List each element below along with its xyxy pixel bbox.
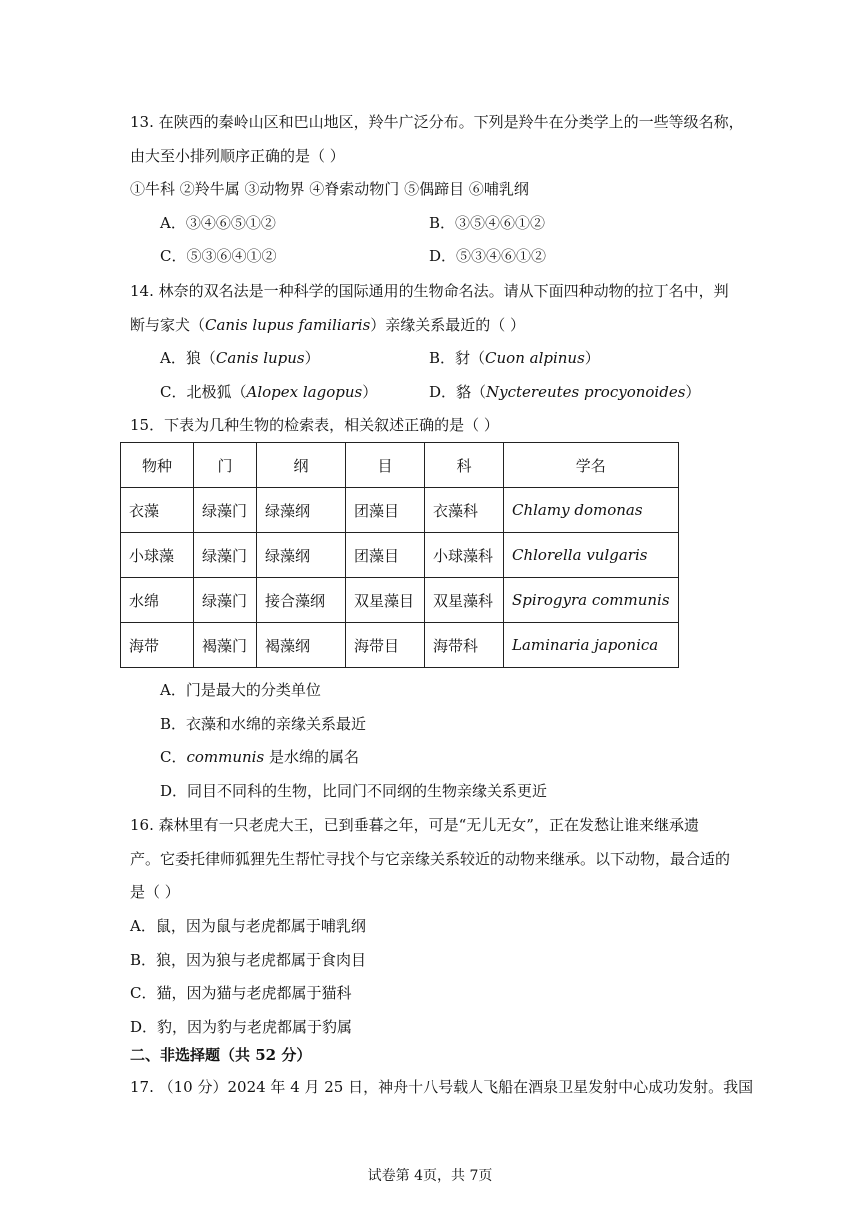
table-header-cell: 学名 [504,443,679,488]
table-cell: 双星藻科 [425,578,504,623]
q15-option-a: A．门是最大的分类单位 [160,681,321,699]
page-footer: 试卷第 4页，共 7页 [367,1168,493,1184]
q16-option-a: A．鼠，因为鼠与老虎都属于哺乳纲 [130,917,366,935]
table-header-cell: 门 [194,443,257,488]
q16-line2: 产。它委托律师狐狸先生帮忙寻找个与它亲缘关系较近的动物来继承。以下动物，最合适的 [130,850,731,868]
q16-line1: 16. 森林里有一只老虎大王，已到垂暮之年，可是“无儿无女”，正在发愁让谁来继承遗 [130,816,699,834]
section-heading: 二、非选择题（共 52 分） [130,1046,312,1064]
q14-line1: 14. 林奈的双名法是一种科学的国际通用的生物命名法。请从下面四种动物的拉丁名中，判 [130,282,729,300]
q15-option-c: C．communis 是水绵的属名 [160,748,359,766]
table-cell: 团藻目 [346,488,425,533]
table-cell: 绿藻门 [194,533,257,578]
table-cell: 水绵 [121,578,194,623]
q14-option-d: D．貉（Nyctereutes procyonoides） [429,383,701,401]
table-cell: 小球藻 [121,533,194,578]
table-cell: 衣藻科 [425,488,504,533]
table-cell: Spirogyra communis [504,578,679,623]
q16-option-c: C．猫，因为猫与老虎都属于猫科 [130,984,352,1002]
table-header-cell: 纲 [257,443,346,488]
q13-option-a: A．③④⑥⑤①② [160,214,276,232]
table-row [121,578,679,623]
q13-line2: 由大至小排列顺序正确的是（ ） [130,147,345,165]
q15-line1: 15．下表为几种生物的检索表，相关叙述正确的是（ ） [130,416,499,434]
classification-table [120,442,679,668]
table-cell: Laminaria japonica [504,623,679,668]
table-cell: 褐藻纲 [257,623,346,668]
table-cell: 接合藻纲 [257,578,346,623]
table-row [121,488,679,533]
table-cell: 褐藻门 [194,623,257,668]
table-cell: 海带目 [346,623,425,668]
table-row [121,533,679,578]
table-cell: Chlorella vulgaris [504,533,679,578]
q14-option-b: B．豺（Cuon alpinus） [429,349,600,367]
q15-option-b: B．衣藻和水绵的亲缘关系最近 [160,715,367,733]
q16-option-d: D．豹，因为豹与老虎都属于豹属 [130,1018,353,1036]
table-cell: 海带科 [425,623,504,668]
q17-line1: 17. （10 分）2024 年 4 月 25 日，神舟十八号载人飞船在酒泉卫星发射中心成功发射。我国 [130,1078,754,1096]
q13-option-c: C．⑤③⑥④①② [160,247,277,265]
table-header-cell: 科 [425,443,504,488]
table-header-cell: 目 [346,443,425,488]
q16-option-b: B．狼，因为狼与老虎都属于食肉目 [130,951,367,969]
table-cell: 双星藻目 [346,578,425,623]
table-cell: Chlamy domonas [504,488,679,533]
table-cell: 衣藻 [121,488,194,533]
q13-line1: 13. 在陕西的秦岭山区和巴山地区，羚牛广泛分布。下列是羚牛在分类学上的一些等级名称， [130,113,744,131]
q15-option-d: D．同目不同科的生物，比同门不同纲的生物亲缘关系更近 [160,782,548,800]
table-cell: 绿藻纲 [257,533,346,578]
table-cell: 海带 [121,623,194,668]
q16-line3: 是（ ） [130,883,180,901]
q13-option-b: B．③⑤④⑥①② [429,214,546,232]
table-cell: 绿藻门 [194,488,257,533]
table-cell: 团藻目 [346,533,425,578]
table-cell: 小球藻科 [425,533,504,578]
table-row [121,623,679,668]
q13-items: ①牛科 ②羚牛属 ③动物界 ④脊索动物门 ⑤偶蹄目 ⑥哺乳纲 [130,180,529,198]
table-cell: 绿藻门 [194,578,257,623]
q13-option-d: D．⑤③④⑥①② [429,247,547,265]
q14-line2: 断与家犬（Canis lupus familiaris）亲缘关系最近的（ ） [130,316,526,334]
q14-option-a: A．狼（Canis lupus） [160,349,320,367]
table-cell: 绿藻纲 [257,488,346,533]
q14-option-c: C．北极狐（Alopex lagopus） [160,383,378,401]
table-header-cell: 物种 [121,443,194,488]
table-header-row [121,443,679,488]
